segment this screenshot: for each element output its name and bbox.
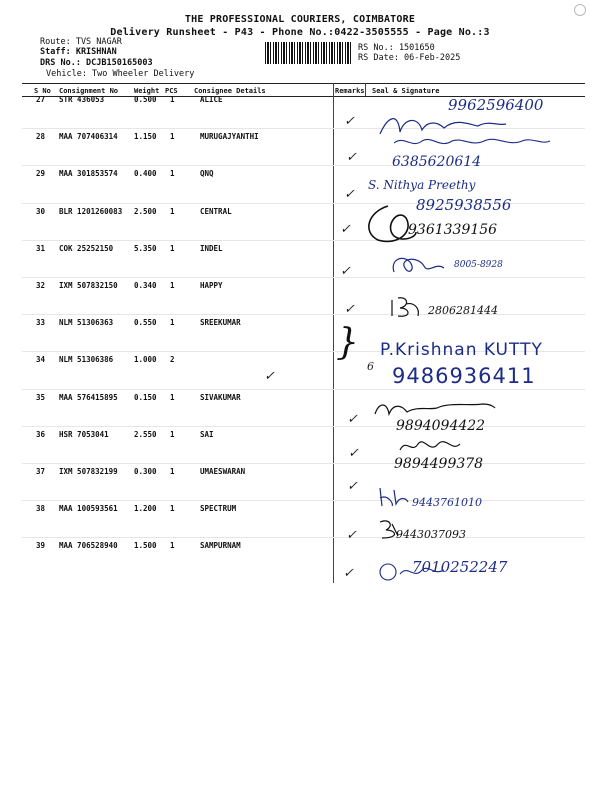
table-cell-sno: 35 (36, 392, 46, 402)
table-cell-pcs: 1 (170, 541, 175, 551)
handwritten-phone: 9361339156 (408, 222, 498, 238)
table-cell-pcs: 1 (170, 243, 175, 253)
table-cell-sno: 36 (36, 429, 46, 439)
table-cell-weight: 0.400 (134, 169, 157, 179)
handwritten-phone: 7010252247 (412, 558, 508, 576)
table-cell-pcs: 1 (170, 467, 175, 476)
table-cell-weight: 0.340 (134, 281, 157, 290)
rs-date: RS Date: 06-Feb-2025 (358, 53, 461, 63)
table-cell-weight: 5.350 (134, 243, 157, 253)
row-separator (22, 314, 585, 315)
remark-tick: ✓ (348, 446, 359, 461)
table-cell-weight: 0.550 (134, 318, 157, 328)
remark-tick: ✓ (347, 479, 358, 494)
table-cell-pcs: 1 (170, 429, 175, 439)
table-cell-pcs: 1 (170, 169, 175, 179)
rs-number: RS No.: 1501650 (358, 43, 435, 53)
drs-number: DRS No.: DCJB150165003 (40, 58, 153, 68)
table-cell-weight: 1.500 (134, 541, 157, 551)
table-cell-consignee: ALICE (200, 95, 223, 104)
signature-divider (365, 83, 366, 96)
table-cell-consignment: IXM 507832199 (59, 467, 118, 476)
handwritten-mark: 6 (367, 360, 374, 373)
table-cell-sno: 27 (36, 95, 46, 104)
table-cell-consignee: SIVAKUMAR (200, 392, 241, 402)
handwritten-phone: 8925938556 (416, 196, 512, 214)
table-cell-consignee: SREEKUMAR (200, 318, 241, 328)
remark-tick: ✓ (264, 369, 275, 384)
staff-label: Staff: KRISHNAN (40, 47, 117, 57)
table-cell-weight: 0.500 (134, 95, 157, 104)
row-separator (22, 500, 585, 501)
table-cell-consignment: MAA 706528940 (59, 541, 118, 551)
row-separator (22, 277, 585, 278)
runsheet-subtitle: Delivery Runsheet - P43 - Phone No.:0422-3505555 - Page No.:3 (110, 27, 490, 38)
table-cell-pcs: 1 (170, 132, 175, 142)
row-separator (22, 426, 585, 427)
row-separator (22, 165, 585, 166)
col-remarks: Remarks (335, 87, 365, 95)
remark-tick: ✓ (343, 566, 354, 581)
table-cell-pcs: 1 (170, 318, 175, 328)
table-cell-sno: 34 (36, 355, 46, 365)
table-cell-consignee: SAMPURNAM (200, 541, 241, 551)
table-cell-weight: 1.150 (134, 132, 157, 142)
table-cell-weight: 0.150 (134, 392, 157, 402)
table-cell-pcs: 1 (170, 206, 175, 216)
route-label: Route: TVS NAGAR (40, 37, 122, 47)
table-top-border (22, 83, 585, 84)
vehicle-label: Vehicle: Two Wheeler Delivery (46, 69, 195, 79)
row-separator (22, 240, 585, 241)
handwritten-phone: 9443761010 (412, 496, 482, 509)
table-cell-consignee: SAI (200, 429, 214, 439)
signature-scribble (388, 252, 452, 278)
table-cell-pcs: 1 (170, 95, 175, 104)
remark-tick: ✓ (340, 222, 351, 237)
table-cell-pcs: 1 (170, 504, 175, 514)
col-sno: S No (34, 87, 51, 95)
table-cell-sno: 39 (36, 541, 46, 551)
handwritten-phone: 9894499378 (394, 456, 484, 472)
table-cell-consignment: BLR 1201260083 (59, 206, 123, 216)
table-cell-consignment: MAA 100593561 (59, 504, 118, 514)
table-cell-consignee: MURUGAJYANTHI (200, 132, 259, 142)
remarks-divider (333, 83, 334, 583)
remark-tick: ✓ (346, 528, 357, 543)
table-cell-consignee: SPECTRUM (200, 504, 237, 514)
signature-scribble (376, 484, 410, 508)
signature-scribble (398, 436, 462, 456)
handwritten-phone: 9894094422 (396, 418, 486, 434)
table-cell-consignment: STR 436053 (59, 95, 105, 104)
table-cell-consignment: MAA 576415895 (59, 392, 118, 402)
row-separator (22, 389, 585, 390)
table-cell-weight: 2.500 (134, 206, 157, 216)
table-cell-sno: 37 (36, 467, 46, 476)
table-cell-consignment: COK 25252150 (59, 243, 114, 253)
table-cell-weight: 0.300 (134, 467, 157, 476)
table-cell-consignee: UMAESWARAN (200, 467, 246, 476)
table-cell-consignee: QNQ (200, 169, 214, 179)
table-cell-consignment: NLM 51306363 (59, 318, 114, 328)
handwritten-phone: 9486936411 (392, 364, 536, 388)
table-cell-sno: 33 (36, 318, 46, 328)
table-cell-consignee: INDEL (200, 243, 223, 253)
table-cell-sno: 30 (36, 206, 46, 216)
table-cell-weight: 1.000 (134, 355, 157, 365)
table-cell-pcs: 1 (170, 392, 175, 402)
remark-tick: ✓ (340, 264, 351, 279)
row-separator (22, 537, 585, 538)
signature-scribble (392, 135, 552, 149)
table-cell-consignment: MAA 707406314 (59, 132, 118, 142)
table-cell-weight: 2.550 (134, 429, 157, 439)
handwritten-name: P.Krishnan KUTTY (380, 340, 543, 360)
remark-tick: ✓ (344, 302, 355, 317)
handwritten-phone: 2806281444 (428, 304, 498, 317)
handwritten-phone: 9443037093 (396, 528, 466, 541)
handwritten-phone: 6385620614 (392, 154, 482, 170)
table-cell-consignment: NLM 51306386 (59, 355, 114, 365)
table-cell-pcs: 1 (170, 281, 175, 290)
table-cell-sno: 28 (36, 132, 46, 142)
table-cell-sno: 31 (36, 243, 46, 253)
handwritten-phone: 8005-8928 (454, 260, 503, 270)
remark-tick: ✓ (344, 114, 355, 129)
handwritten-phone: 9962596400 (448, 96, 544, 114)
col-seal-signature: Seal & Signature (372, 87, 440, 95)
col-consignment: Consignment No (59, 87, 119, 95)
table-cell-consignment: IXM 507832150 (59, 281, 118, 290)
table-cell-sno: 38 (36, 504, 46, 514)
handwritten-name: S. Nithya Preethy (368, 178, 476, 192)
remark-tick: ✓ (346, 150, 357, 165)
remark-tick: ✓ (344, 187, 355, 202)
signature-scribble (388, 294, 424, 320)
table-cell-weight: 1.200 (134, 504, 157, 514)
remark-tick: ✓ (347, 412, 358, 427)
col-pcs: PCS (165, 87, 178, 95)
table-cell-consignee: CENTRAL (200, 206, 232, 216)
barcode-image (265, 42, 353, 64)
col-consignee: Consignee Details (194, 87, 266, 95)
table-cell-consignment: MAA 301853574 (59, 169, 118, 179)
table-cell-sno: 32 (36, 281, 46, 290)
col-weight: Weight (134, 87, 160, 95)
row-separator (22, 463, 585, 464)
company-title: THE PROFESSIONAL COURIERS, COIMBATORE (184, 14, 416, 25)
table-cell-pcs: 2 (170, 355, 175, 365)
table-cell-consignee: HAPPY (200, 281, 223, 290)
table-cell-consignment: HSR 7053041 (59, 429, 109, 439)
handwritten-brace: } (336, 322, 359, 363)
table-cell-sno: 29 (36, 169, 46, 179)
